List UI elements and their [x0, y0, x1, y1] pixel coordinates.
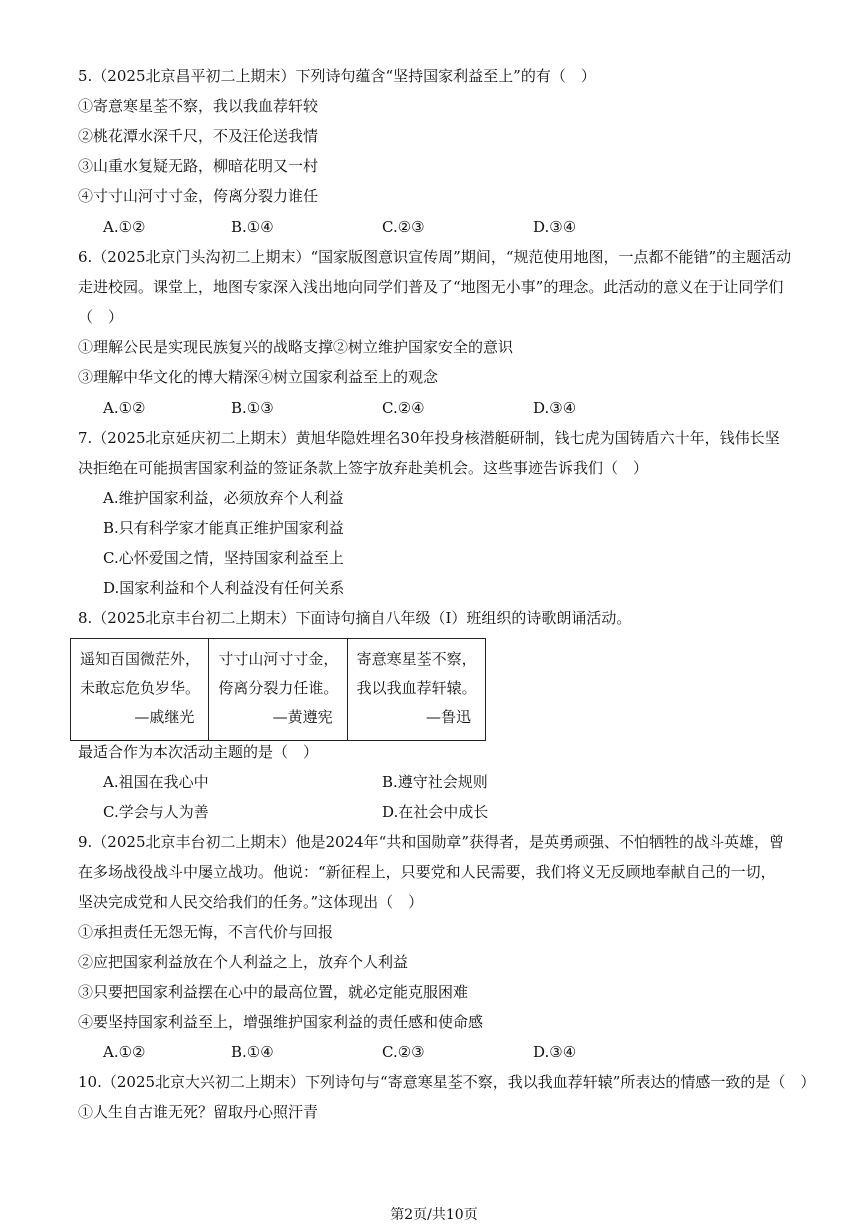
q8-question: 最适合作为本次活动主题的是（ ）	[78, 743, 319, 761]
q8-option-a: A.祖国在我心中	[103, 773, 209, 791]
poem-1-line-1: 遥知百国微茫外，	[80, 650, 201, 668]
poem-3-line-1: 寄意寒星荃不察，	[356, 650, 477, 668]
q9-option-b: B.①④	[231, 1043, 274, 1061]
q9-option-a: A.①②	[103, 1043, 146, 1061]
poem-3-line-2: 我以我血荐轩辕。	[356, 679, 477, 697]
q8-option-c: C.学会与人为善	[103, 803, 209, 821]
q5-item-1: ①寄意寒星荃不察，我以我血荐轩较	[78, 97, 319, 115]
q7-stem-line-2: 决拒绝在可能损害国家利益的签证条款上签字放弃赴美机会。这些事迹告诉我们（ ）	[78, 459, 649, 477]
q7-stem-line-1: 7.（2025北京延庆初二上期末）黄旭华隐姓埋名30年投身核潜艇研制，钱七虎为国铸盾六十年，钱伟长坚	[78, 429, 780, 447]
q9-item-2: ②应把国家利益放在个人利益之上，放弃个人利益	[78, 953, 409, 971]
q9-item-1: ①承担责任无怨无悔，不言代价与回报	[78, 923, 334, 941]
q6-option-a: A.①②	[103, 399, 146, 417]
page-number: 第2页/共10页	[390, 1207, 478, 1223]
poem-3-author: —鲁迅	[425, 708, 471, 726]
poem-cell-2	[209, 639, 347, 741]
poem-table	[70, 638, 486, 741]
q5-item-2: ②桃花潭水深千尺，不及汪伦送我情	[78, 127, 319, 145]
q7-option-c: C.心怀爱国之情，坚持国家利益至上	[103, 549, 344, 567]
q5-stem: 5.（2025北京昌平初二上期末）下列诗句蕴含“坚持国家利益至上”的有（ ）	[78, 67, 596, 85]
q6-stem-line-1: 6.（2025北京门头沟初二上期末）“国家版图意识宣传周”期间，“规范使用地图，一点都不能错”的主题活动	[78, 248, 792, 266]
q8-option-d: D.在社会中成长	[382, 803, 489, 821]
poem-1-author: —戚继光	[134, 708, 195, 726]
q8-stem: 8.（2025北京丰台初二上期末）下面诗句摘自八年级（I）班组织的诗歌朗诵活动。	[78, 609, 632, 627]
q7-option-a: A.维护国家利益，必须放弃个人利益	[103, 489, 344, 507]
q6-item-2: ③理解中华文化的博大精深④树立国家利益至上的观念	[78, 368, 439, 386]
q6-stem-line-2: 走进校园。课堂上，地图专家深入浅出地向同学们普及了“地图无小事”的理念。此活动的意义在于让同学们	[78, 278, 784, 296]
q9-stem-line-3: 坚决完成党和人民交给我们的任务。”这体现出（ ）	[78, 893, 424, 911]
q9-stem-line-2: 在多场战役战斗中屡立战功。他说：“新征程上，只要党和人民需要，我们将义无反顾地奉献自己的一切，	[78, 863, 776, 881]
q5-option-b: B.①④	[231, 218, 274, 236]
q6-option-d: D.③④	[533, 399, 577, 417]
q6-stem-line-3: （ ）	[78, 308, 124, 326]
poem-cell-3	[347, 639, 485, 741]
q9-stem-line-1: 9.（2025北京丰台初二上期末）他是2024年“共和国勋章”获得者，是英勇顽强、不怕牺牲的战斗英雄，曾	[78, 833, 785, 851]
q10-stem: 10.（2025北京大兴初二上期末）下列诗句与“寄意寒星荃不察，我以我血荐轩辕”所表达的情感一致的是（ ）	[78, 1073, 816, 1091]
q8-option-b: B.遵守社会规则	[382, 773, 488, 791]
q5-option-a: A.①②	[103, 218, 146, 236]
q9-item-4: ④要坚持国家利益至上，增强维护国家利益的责任感和使命感	[78, 1013, 484, 1031]
q5-item-3: ③山重水复疑无路，柳暗花明又一村	[78, 157, 319, 175]
poem-1-line-2: 未敢忘危负岁华。	[80, 679, 201, 697]
q9-option-c: C.②③	[382, 1043, 425, 1061]
q5-option-c: C.②③	[382, 218, 425, 236]
q6-item-1: ①理解公民是实现民族复兴的战略支撑②树立维护国家安全的意识	[78, 338, 514, 356]
q10-item-1: ①人生自古谁无死？留取丹心照汗青	[78, 1103, 319, 1121]
poem-cell-1	[71, 639, 209, 741]
q6-option-b: B.①③	[231, 399, 274, 417]
q7-option-b: B.只有科学家才能真正维护国家利益	[103, 519, 344, 537]
poem-2-author: —黄遵宪	[272, 708, 333, 726]
poem-2-line-2: 侉离分裂力任谁。	[218, 679, 339, 697]
q9-option-d: D.③④	[533, 1043, 577, 1061]
q9-item-3: ③只要把国家利益摆在心中的最高位置，就必定能克服困难	[78, 983, 469, 1001]
q6-option-c: C.②④	[382, 399, 425, 417]
q5-option-d: D.③④	[533, 218, 577, 236]
q5-item-4: ④寸寸山河寸寸金，侉离分裂力谁任	[78, 187, 319, 205]
poem-2-line-1: 寸寸山河寸寸金，	[218, 650, 339, 668]
q7-option-d: D.国家利益和个人利益没有任何关系	[103, 579, 345, 597]
